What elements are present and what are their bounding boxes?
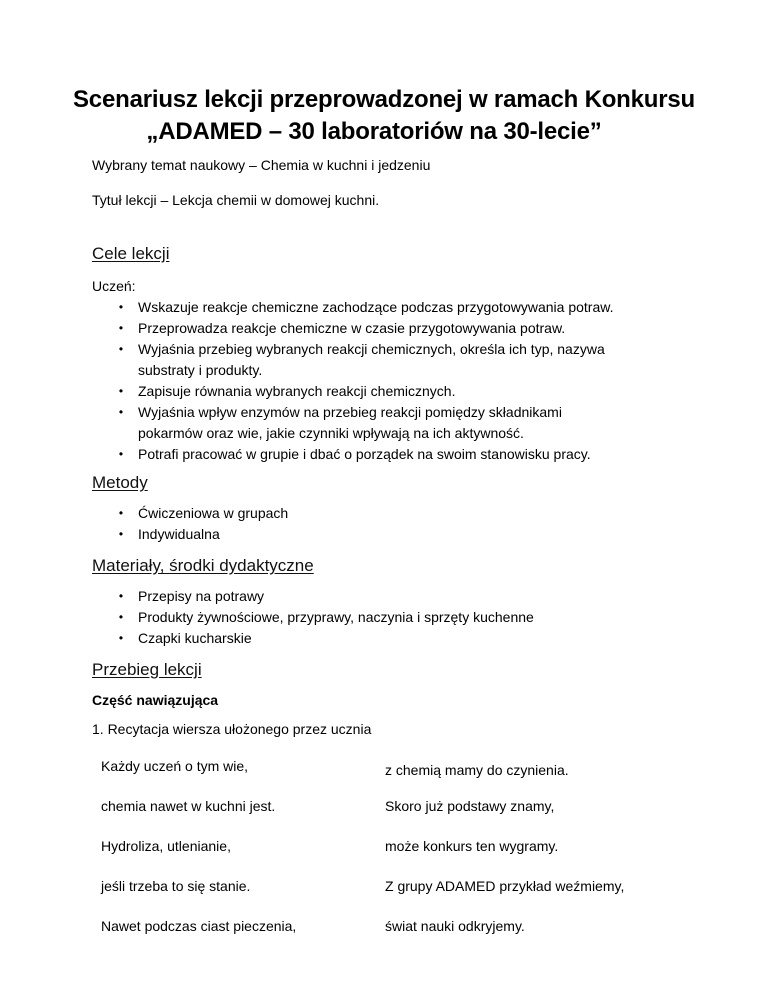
goals-intro: Uczeń: bbox=[92, 278, 136, 294]
bullet-icon: • bbox=[118, 447, 124, 461]
list-item: • Wyjaśnia wpływ enzymów na przebieg reakcji pomiędzy składnikami bbox=[92, 402, 692, 423]
poem-row bbox=[0, 918, 768, 960]
bullet-icon: • bbox=[118, 506, 124, 520]
poem-row bbox=[0, 798, 768, 840]
poem-line: Każdy uczeń o tym wie, bbox=[101, 758, 249, 774]
list-item: • Potrafi pracować w grupie i dbać o porządek na swoim stanowisku pracy. bbox=[92, 444, 692, 465]
list-item-continuation: pokarmów oraz wie, jakie czynniki wpływają na ich aktywność. bbox=[138, 425, 524, 441]
bullet-icon: • bbox=[118, 527, 124, 541]
bullet-icon: • bbox=[118, 405, 124, 419]
course-heading: Przebieg lekcji bbox=[92, 660, 202, 679]
poem-row bbox=[0, 758, 768, 800]
list-item: • Wyjaśnia przebieg wybranych reakcji chemicznych, określa ich typ, nazywa bbox=[92, 339, 692, 360]
materials-list bbox=[92, 586, 692, 649]
poem-line: Hydroliza, utlenianie, bbox=[101, 838, 231, 854]
bullet-icon: • bbox=[118, 342, 124, 356]
document-title-line-1: Scenariusz lekcji przeprowadzonej w ramach Konkursu bbox=[73, 86, 695, 113]
poem-row bbox=[0, 838, 768, 880]
list-item: • Zapisuje równania wybranych reakcji chemicznych. bbox=[92, 381, 692, 402]
materials-heading: Materiały, środki dydaktyczne bbox=[92, 556, 314, 575]
poem-line: może konkurs ten wygramy. bbox=[385, 838, 559, 854]
topic-line: Wybrany temat naukowy – Chemia w kuchni i jedzeniu bbox=[92, 157, 431, 173]
goals-heading: Cele lekcji bbox=[92, 244, 170, 263]
list-item: • Przepisy na potrawy bbox=[92, 586, 692, 607]
bullet-icon: • bbox=[118, 631, 124, 645]
poem-line: jeśli trzeba to się stanie. bbox=[101, 878, 251, 894]
bullet-icon: • bbox=[118, 589, 124, 603]
methods-heading: Metody bbox=[92, 473, 148, 492]
goals-list bbox=[92, 297, 692, 465]
list-item: • Ćwiczeniowa w grupach bbox=[92, 503, 692, 524]
list-item: • Produkty żywnościowe, przyprawy, naczynia i sprzęty kuchenne bbox=[92, 607, 692, 628]
list-item: • Indywidualna bbox=[92, 524, 692, 545]
poem-line: Z grupy ADAMED przykład weźmiemy, bbox=[385, 878, 625, 894]
course-step-1: 1. Recytacja wiersza ułożonego przez ucznia bbox=[92, 721, 372, 737]
document-title-line-2: „ADAMED – 30 laboratoriów na 30-lecie” bbox=[146, 118, 602, 145]
poem-line: z chemią mamy do czynienia. bbox=[385, 762, 569, 778]
bullet-icon: • bbox=[118, 384, 124, 398]
list-item-continuation: substraty i produkty. bbox=[138, 362, 263, 378]
bullet-icon: • bbox=[118, 321, 124, 335]
poem-row bbox=[0, 878, 768, 920]
bullet-icon: • bbox=[118, 610, 124, 624]
poem-line: świat nauki odkryjemy. bbox=[385, 918, 525, 934]
poem-line: chemia nawet w kuchni jest. bbox=[101, 798, 276, 814]
bullet-icon: • bbox=[118, 300, 124, 314]
course-subheading: Część nawiązująca bbox=[92, 692, 219, 708]
poem-line: Nawet podczas ciast pieczenia, bbox=[101, 918, 297, 934]
list-item: • Przeprowadza reakcje chemiczne w czasie przygotowywania potraw. bbox=[92, 318, 692, 339]
lesson-title-line: Tytuł lekcji – Lekcja chemii w domowej kuchni. bbox=[92, 192, 380, 208]
list-item: • Czapki kucharskie bbox=[92, 628, 692, 649]
methods-list bbox=[92, 503, 692, 545]
poem-line: Skoro już podstawy znamy, bbox=[385, 798, 555, 814]
list-item: • Wskazuje reakcje chemiczne zachodzące podczas przygotowywania potraw. bbox=[92, 297, 692, 318]
